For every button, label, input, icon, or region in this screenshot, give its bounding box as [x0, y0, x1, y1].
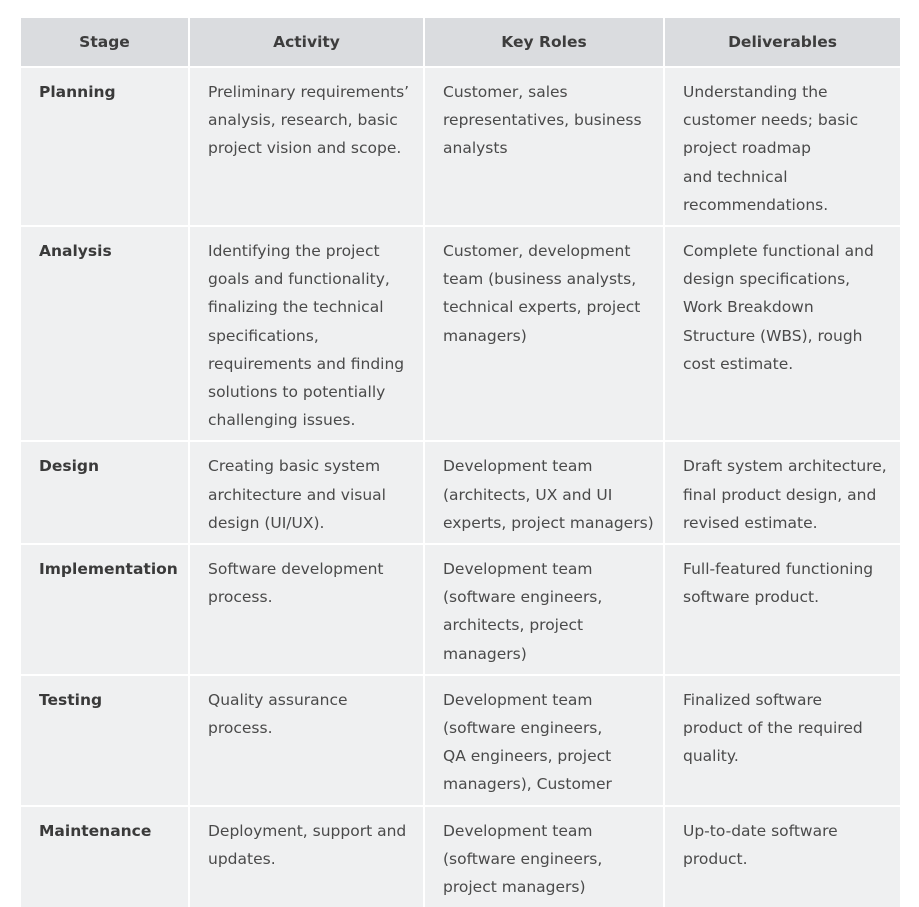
deliverables-cell: [664, 806, 900, 907]
cell-text-line: Complete functional and: [683, 242, 874, 261]
cell-text-line: architects, project: [443, 616, 584, 635]
cell-text-line: Development team: [443, 457, 593, 476]
table-row: [21, 544, 900, 675]
key-roles-cell: [424, 544, 664, 675]
deliverables-cell: [664, 544, 900, 675]
cell-text-line: QA engineers, project: [443, 747, 612, 766]
sdlc-table-container: [21, 18, 900, 907]
header-deliverables: Deliverables: [664, 18, 900, 67]
activity-cell: [189, 675, 424, 806]
cell-text-line: recommendations.: [683, 195, 829, 214]
cell-text-line: and technical: [683, 167, 788, 186]
cell-text-line: managers): [443, 644, 527, 663]
cell-text-line: analysis, research, basic: [208, 111, 398, 130]
activity-cell: [189, 67, 424, 226]
cell-text-line: Finalized software: [683, 690, 823, 709]
stage-cell: Analysis: [21, 226, 189, 441]
cell-text-line: representatives, business: [443, 111, 642, 130]
table-body: [21, 67, 900, 907]
header-key-roles: Key Roles: [424, 18, 664, 67]
cell-text-line: project roadmap: [683, 139, 812, 158]
key-roles-cell: [424, 441, 664, 544]
cell-text-line: specifications,: [208, 326, 319, 345]
cell-text-line: software product.: [683, 588, 820, 607]
cell-text-line: solutions to potentially: [208, 383, 386, 402]
table-row: [21, 675, 900, 806]
stage-cell: Testing: [21, 675, 189, 806]
cell-text-line: design (UI/UX).: [208, 513, 325, 532]
cell-text-line: analysts: [443, 139, 508, 158]
cell-text-line: managers): [443, 326, 527, 345]
cell-text-line: challenging issues.: [208, 411, 356, 430]
cell-text-line: project vision and scope.: [208, 139, 402, 158]
cell-text-line: managers), Customer: [443, 775, 612, 794]
cell-text-line: Full-featured functioning: [683, 560, 874, 579]
header-stage: Stage: [21, 18, 189, 67]
deliverables-cell: [664, 441, 900, 544]
stage-cell: Design: [21, 441, 189, 544]
cell-text-line: Creating basic system: [208, 457, 381, 476]
key-roles-cell: [424, 67, 664, 226]
key-roles-cell: [424, 226, 664, 441]
cell-text-line: finalizing the technical: [208, 298, 384, 317]
cell-text-line: quality.: [683, 747, 739, 766]
cell-text-line: Development team: [443, 690, 593, 709]
cell-text-line: goals and functionality,: [208, 270, 390, 289]
cell-text-line: (architects, UX and UI: [443, 485, 613, 504]
cell-text-line: Up-to-date software: [683, 821, 838, 840]
table-row: [21, 806, 900, 907]
cell-text-line: product of the required: [683, 719, 863, 738]
activity-cell: [189, 806, 424, 907]
deliverables-cell: [664, 675, 900, 806]
cell-text-line: Preliminary requirements’: [208, 83, 410, 101]
deliverables-cell: [664, 67, 900, 226]
cell-text-line: cost estimate.: [683, 354, 794, 373]
activity-cell: [189, 441, 424, 544]
cell-text-line: Deployment, support and: [208, 821, 407, 840]
cell-text-line: updates.: [208, 849, 276, 868]
activity-cell: [189, 544, 424, 675]
cell-text-line: Structure (WBS), rough: [683, 326, 863, 345]
cell-text-line: customer needs; basic: [683, 111, 859, 130]
cell-text-line: Understanding the: [683, 83, 828, 101]
cell-text-line: Software development: [208, 560, 384, 579]
cell-text-line: experts, project managers): [443, 513, 654, 532]
cell-text-line: design specifications,: [683, 270, 851, 289]
activity-cell: [189, 226, 424, 441]
cell-text-line: Work Breakdown: [683, 298, 814, 317]
cell-text-line: Identifying the project: [208, 242, 380, 261]
stage-cell: Implementation: [21, 544, 189, 675]
stage-cell: Planning: [21, 67, 189, 226]
cell-text-line: revised estimate.: [683, 513, 818, 532]
header-activity: Activity: [189, 18, 424, 67]
key-roles-cell: [424, 675, 664, 806]
table-row: [21, 226, 900, 441]
cell-text-line: (software engineers,: [443, 719, 603, 738]
cell-text-line: technical experts, project: [443, 298, 641, 317]
cell-text-line: team (business analysts,: [443, 270, 637, 289]
sdlc-stages-table: [21, 18, 900, 907]
cell-text-line: (software engineers,: [443, 588, 603, 607]
cell-text-line: Draft system architecture,: [683, 457, 887, 476]
cell-text-line: (software engineers,: [443, 849, 603, 868]
cell-text-line: Quality assurance: [208, 690, 348, 709]
cell-text-line: final product design, and: [683, 485, 877, 504]
table-row: [21, 67, 900, 226]
cell-text-line: architecture and visual: [208, 485, 386, 504]
cell-text-line: process.: [208, 588, 273, 607]
cell-text-line: project managers): [443, 878, 586, 897]
key-roles-cell: [424, 806, 664, 907]
cell-text-line: Development team: [443, 560, 593, 579]
cell-text-line: Customer, development: [443, 242, 631, 261]
cell-text-line: Development team: [443, 821, 593, 840]
deliverables-cell: [664, 226, 900, 441]
table-row: [21, 441, 900, 544]
table-header: [21, 18, 900, 67]
stage-cell: Maintenance: [21, 806, 189, 907]
cell-text-line: process.: [208, 719, 273, 738]
cell-text-line: requirements and finding: [208, 354, 405, 373]
cell-text-line: Customer, sales: [443, 83, 568, 101]
cell-text-line: product.: [683, 849, 748, 868]
header-row: [21, 18, 900, 67]
